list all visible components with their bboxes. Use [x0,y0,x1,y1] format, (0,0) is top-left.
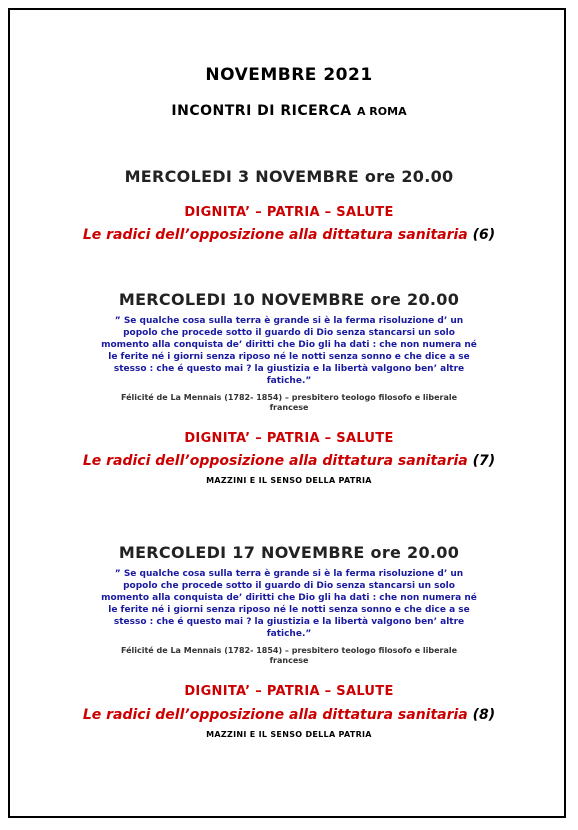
event-3-subtopic: MAZZINI E IL SENSO DELLA PATRIA [206,730,372,739]
quote-line: ” Se qualche cosa sulla terra è grande si è la ferma risoluzione d’ un [114,569,464,579]
event-2-quote [10,315,568,387]
subtitle-location: A ROMA [356,105,407,118]
attribution-line: francese [269,656,309,665]
quote-line: momento alla conquista de’ diritti che Dio gli ha dati : che non numera né [101,340,477,350]
event-3-attribution [10,646,568,666]
event-3-topic-text: Le radici dell’opposizione alla dittatura sanitaria [82,707,468,723]
event-2-motto: DIGNITA’ – PATRIA – SALUTE [184,431,394,446]
event-2-topic [10,453,568,469]
event-3-quote [10,568,568,640]
event-2-topic-number: (7) [472,453,496,469]
event-2-attribution [10,393,568,413]
event-1-topic-text: Le radici dell’opposizione alla dittatura sanitaria [82,227,468,243]
quote-line: popolo che procede sotto il guardo di Dio senza stancarsi un solo [123,328,455,338]
event-1-topic-number: (6) [472,227,496,243]
quote-line: fatiche.” [266,376,312,386]
quote-line: le ferite né i giorni senza riposo né le notti senza sonno e che dice a se [108,605,470,615]
event-2-subtopic: MAZZINI E IL SENSO DELLA PATRIA [206,476,372,485]
event-2-topic-text: Le radici dell’opposizione alla dittatura sanitaria [82,453,468,469]
quote-line: stesso : che é questo mai ? la giustizia e la libertà valgono ben’ altre [113,364,465,374]
event-2-date: MERCOLEDI 10 NOVEMBRE ore 20.00 [118,290,460,309]
quote-line: le ferite né i giorni senza riposo né le notti senza sonno e che dice a se [108,352,470,362]
event-3-date: MERCOLEDI 17 NOVEMBRE ore 20.00 [118,543,460,562]
quote-line: fatiche.” [266,629,312,639]
attribution-line: Félicité de La Mennais (1782- 1854) – presbitero teologo filosofo e liberale [120,646,458,655]
event-1-topic [10,227,568,243]
subtitle-main: INCONTRI DI RICERCA [171,103,352,119]
document-page [8,8,566,818]
quote-line: momento alla conquista de’ diritti che Dio gli ha dati : che non numera né [101,593,477,603]
page-subtitle [10,103,568,119]
quote-line: popolo che procede sotto il guardo di Dio senza stancarsi un solo [123,581,455,591]
event-1-date: MERCOLEDI 3 NOVEMBRE ore 20.00 [124,167,454,186]
event-3-topic-number: (8) [472,707,496,723]
page-title: NOVEMBRE 2021 [205,65,373,85]
event-3-motto: DIGNITA’ – PATRIA – SALUTE [184,684,394,699]
attribution-line: Félicité de La Mennais (1782- 1854) – presbitero teologo filosofo e liberale [120,393,458,402]
attribution-line: francese [269,403,309,412]
quote-line: stesso : che é questo mai ? la giustizia e la libertà valgono ben’ altre [113,617,465,627]
quote-line: ” Se qualche cosa sulla terra è grande si è la ferma risoluzione d’ un [114,316,464,326]
event-3-topic [10,707,568,723]
event-1-motto: DIGNITA’ – PATRIA – SALUTE [184,205,394,220]
